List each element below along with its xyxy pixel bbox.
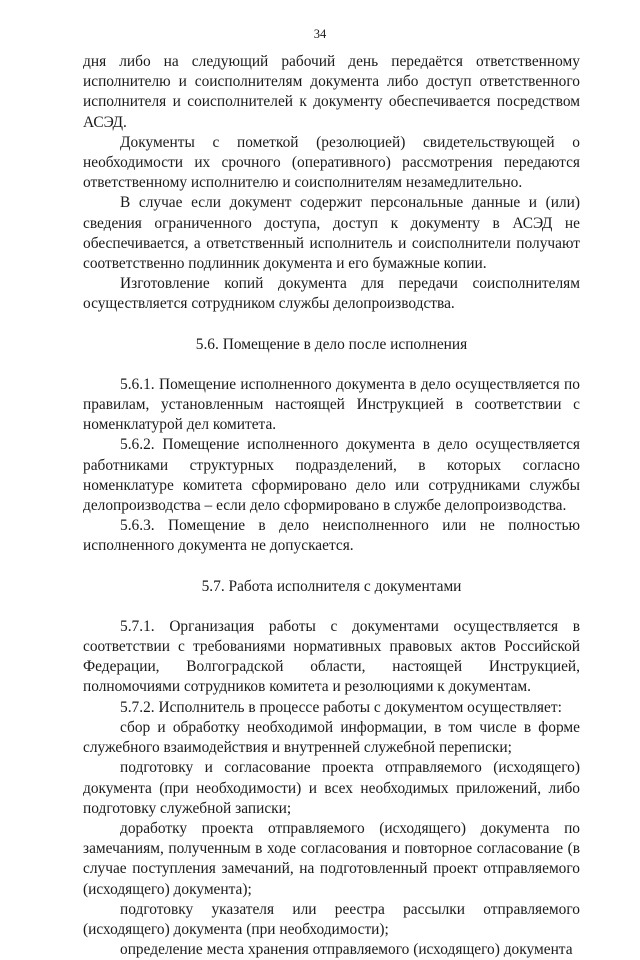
section-heading-5-6: 5.6. Помещение в дело после исполнения xyxy=(195,335,468,353)
section-heading-5-7: 5.7. Работа исполнителя с документами xyxy=(201,577,462,595)
list-item: подготовку и согласование проекта отправляемого (исходящего) документа (при необходимости) и всех необходимых приложений, либо подготовку служебной записки; xyxy=(83,759,580,817)
list-item: доработку проекта отправляемого (исходящего) документа по замечаниям, полученным в ходе согласования и повторное согласование (в случае поступления замечаний, на подготовленный проект отправляемого (исходящего) документа); xyxy=(83,819,580,898)
paragraph: В случае если документ содержит персональные данные и (или) сведения ограниченного доступа, доступ к документу в АСЭД не обеспечивается, а ответственный исполнитель и соисполнители получают соответственно подлинник документа и его бумажные копии. xyxy=(83,194,580,273)
page-number: 34 xyxy=(313,27,327,41)
paragraph: дня либо на следующий рабочий день передаётся ответственному исполнителю и соисполнителям документа либо доступ ответственного исполнителя и соисполнителей к документу обеспечивается посредством АСЭД. xyxy=(83,53,580,131)
paragraph-5-6-2: 5.6.2. Помещение исполненного документа в дело осуществляется работниками структурных подразделений, в которых согласно номенклатуре комитета сформировано дело или сотрудниками службы делопроизводства – если дело сформировано в службе делопроизводства. xyxy=(83,436,580,515)
paragraph: Документы с пометкой (резолюцией) свидетельствующей о необходимости их срочного (оперативного) рассмотрения передаются ответственному исполнителю и соисполнителям незамедлительно. xyxy=(83,133,580,192)
document-body xyxy=(83,52,580,960)
list-item: определение места хранения отправляемого (исходящего) документа xyxy=(120,941,573,959)
list-item: сбор и обработку необходимой информации, в том числе в форме служебного взаимодействия и внутренней служебной переписки; xyxy=(83,718,580,757)
paragraph-5-6-1: 5.6.1. Помещение исполненного документа в дело осуществляется по правилам, установленным настоящей Инструкцией в соответствии с номенклатурой дел комитета. xyxy=(83,375,580,434)
paragraph-5-6-3: 5.6.3. Помещение в дело неисполненного или не полностью исполненного документа не допускается. xyxy=(83,517,580,555)
paragraph-5-7-1: 5.7.1. Организация работы с документами осуществляется в соответствии с требованиями нормативных правовых актов Российской Федерации, Волгоградской области, настоящей Инструкцией, полномочиями сотрудников комитета и резолюциями к документам. xyxy=(83,617,580,696)
paragraph: Изготовление копий документа для передачи соисполнителям осуществляется сотрудником службы делопроизводства. xyxy=(83,275,580,313)
list-item: подготовку указателя или реестра рассылки отправляемого (исходящего) документа (при необходимости); xyxy=(83,900,580,938)
paragraph-5-7-2: 5.7.2. Исполнитель в процессе работы с документом осуществляет: xyxy=(120,698,562,716)
